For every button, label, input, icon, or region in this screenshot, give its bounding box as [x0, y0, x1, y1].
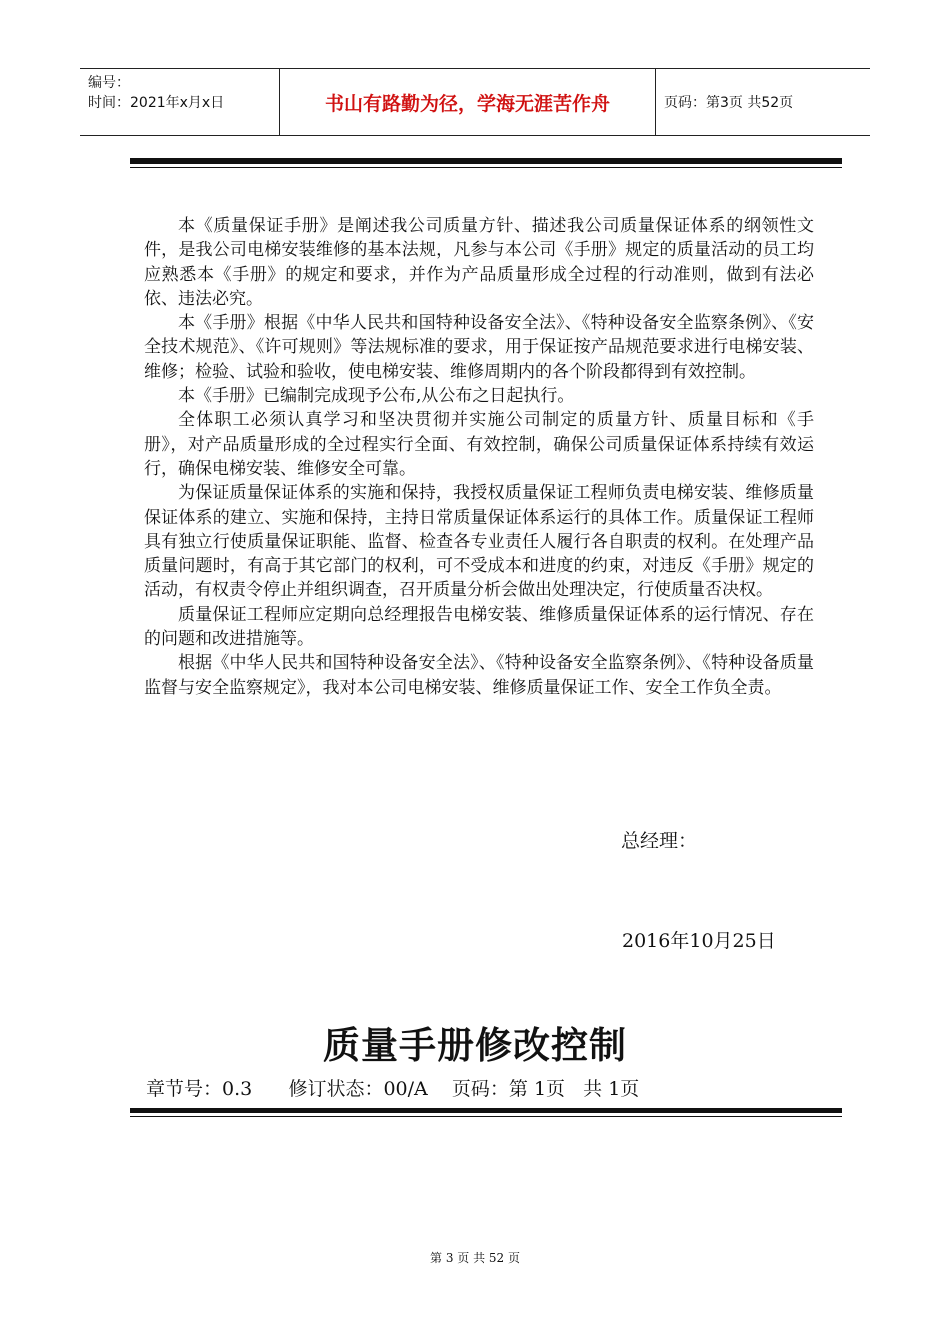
- paragraph: 本《质量保证手册》是阐述我公司质量方针、描述我公司质量保证体系的纲领性文件，是我公司电梯安装维修的基本法规，凡参与本公司《手册》规定的质量活动的员工均应熟悉本《手册》的规定和要求，并作为产品质量形成全过程的行动准则，做到有法必依、违法必究。: [144, 216, 814, 309]
- section-title: 质量手册修改控制: [323, 1024, 627, 1067]
- paragraph: 根据《中华人民共和国特种设备安全法》、《特种设备安全监察条例》、《特种设备质量监督与安全监察规定》，我对本公司电梯安装、维修质量保证工作、安全工作负全责。: [144, 653, 814, 698]
- document-number-label: 编号：: [88, 75, 130, 91]
- header-rule-thick: [130, 158, 842, 164]
- body-text: [144, 214, 814, 700]
- document-time-label: 时间：2021年x月x日: [88, 95, 225, 111]
- page-footer: 第 3 页 共 52 页: [430, 1251, 520, 1265]
- signature-label: 总经理：: [621, 830, 698, 852]
- paragraph: 为保证质量保证体系的实施和保持，我授权质量保证工程师负责电梯安装、维修质量保证体系的建立、实施和保持，主持日常质量保证体系运行的具体工作。质量保证工程师具有独立行使质量保证职能、监督、检查各专业责任人履行各自职责的权利。在处理产品质量问题时，有高于其它部门的权利，可不受成本和进度的约束，对违反《手册》规定的活动，有权责令停止并组织调查，召开质量分析会做出处理决定，行使质量否决权。: [144, 483, 814, 601]
- paragraph: 质量保证工程师应定期向总经理报告电梯安装、维修质量保证体系的运行情况、存在的问题和改进措施等。: [144, 604, 814, 650]
- section-meta: 章节号：0.3 修订状态：00/A 页码：第 1页 共 1页: [146, 1078, 640, 1100]
- header-meta-cell: [80, 69, 280, 135]
- paragraph: 本《手册》已编制完成现予公布,从公布之日起执行。: [178, 386, 575, 407]
- paragraph: 本《手册》根据《中华人民共和国特种设备安全法》、《特种设备安全监察条例》、《安全技术规范》、《许可规则》等法规标准的要求，用于保证按产品规范要求进行电梯安装、维修；检验、试验和验收，使电梯安装、维修周期内的各个阶段都得到有效控制。: [144, 313, 814, 382]
- header-page-info: 页码：第3页 共52页: [664, 95, 794, 111]
- paragraph: 全体职工必须认真学习和坚决贯彻并实施公司制定的质量方针、质量目标和《手册》，对产品质量形成的全过程实行全面、有效控制，确保公司质量保证体系持续有效运行，确保电梯安装、维修安全可靠。: [144, 410, 814, 479]
- header-motto: 书山有路勤为径，学海无涯苦作舟: [280, 69, 656, 135]
- header-table: [80, 68, 870, 136]
- signature-date: 2016年10月25日: [622, 930, 776, 952]
- section-rule-thick: [130, 1108, 842, 1113]
- section-rule-thin: [130, 1116, 842, 1117]
- header-rule-thin: [130, 167, 842, 168]
